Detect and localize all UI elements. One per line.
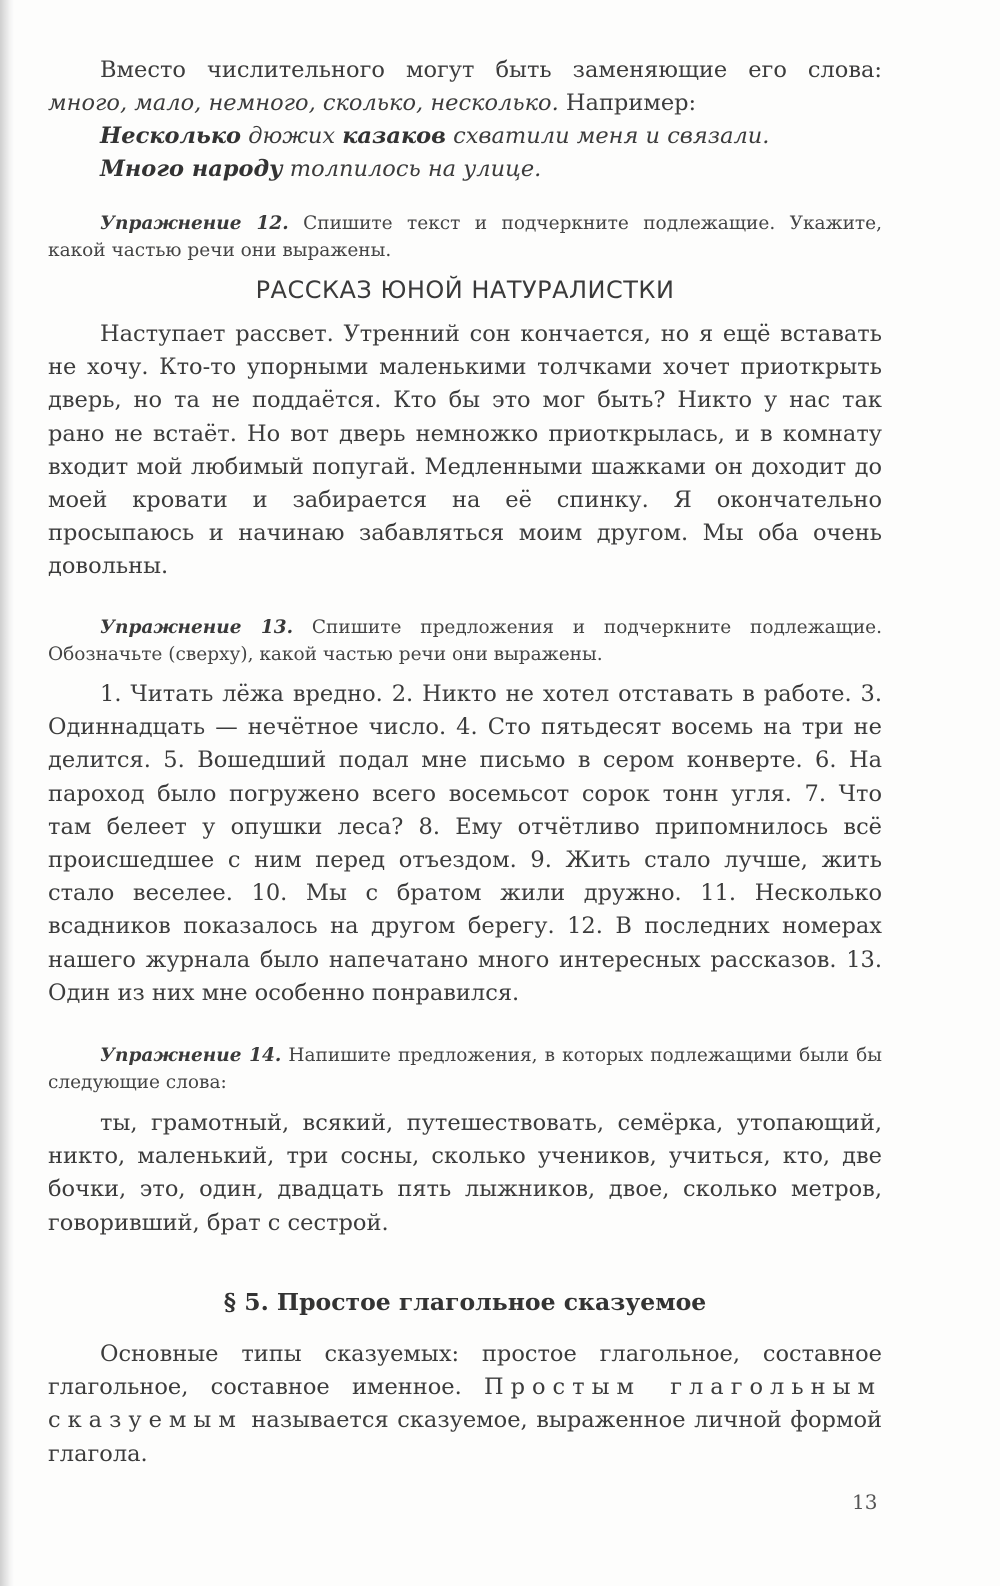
example-2-text: толпилось на улице.	[282, 156, 542, 182]
intro-text: Вместо числительного могут быть заменяющие его слова:	[100, 57, 882, 83]
exercise-14-label: Упражнение 14.	[100, 1045, 282, 1066]
story-paragraph: Наступает рассвет. Утренний сон кончается, но я ещё вставать не хочу. Кто-то упорными маленькими толчками хочет приоткрыть дверь, но та не поддаётся. Кто бы это мог быть? Никто у нас так рано не встаёт. Но вот дверь немножко приоткрылась, и в комнату входит мой любимый попугай. Медленными шажками он доходит до моей кровати и забирается на её спинку. Я окончательно просыпаюсь и начинаю забавляться моим другом. Мы оба очень довольны.	[48, 321, 882, 580]
intro-paragraph	[48, 54, 882, 120]
example-sentence-1	[100, 120, 769, 153]
exercise-14-words: ты, грамотный, всякий, путешествовать, семёрка, утопающий, никто, маленький, три сосны, сколько учеников, учиться, кто, две бочки, это, один, двадцать пять лыжников, двое, сколько метров, говоривший, брат с сестрой.	[48, 1110, 882, 1236]
exercise-13-instruction	[48, 614, 882, 668]
page-number: 13	[852, 1490, 878, 1514]
exercise-13-sentences: 1. Читать лёжа вредно. 2. Никто не хотел отставать в работе. 3. Одиннадцать — нечётное число. 4. Сто пятьдесят восемь на три не делится. 5. Вошедший подал мне письмо в сером конверте. 6. На пароход было погружено всего восемьсот сорок тонн угля. 7. Что там белеет у опушки леса? 8. Ему отчётливо припомнилось всё происшедшее с ним перед отъездом. 9. Жить стало лучше, жить стало веселее. 10. Мы с братом жили дружно. 11. Несколько всадников показалось на другом берегу. 12. В последних номерах нашего журнала было напечатано много интересных рассказов. 13. Один из них мне особенно понравился.	[48, 681, 882, 1006]
exercise-14-instruction	[48, 1042, 882, 1096]
intro-words: много, мало, немного, сколько, несколько.	[48, 90, 559, 117]
intro-example-word: Например:	[558, 90, 697, 117]
page-binding-shadow	[0, 0, 14, 1586]
example-1-subject-noun: казаков	[342, 123, 446, 149]
section-paragraph-end: называется сказуемое, выраженное личной формой глагола.	[48, 1407, 882, 1467]
exercise-12-text: Спишите текст и подчеркните подлежащие. Укажите, какой частью речи они выражены.	[48, 213, 882, 261]
example-1-subject: Несколько	[100, 123, 242, 149]
story-title: РАССКАЗ ЮНОЙ НАТУРАЛИСТКИ	[255, 276, 675, 304]
example-1-text-b: схватили меня и связали.	[445, 123, 770, 149]
section-title: § 5. Простое глагольное сказуемое	[223, 1288, 707, 1316]
exercise-13-label: Упражнение 13.	[100, 617, 294, 638]
example-sentence-2	[100, 153, 541, 186]
section-term-spaced: Простым глагольным сказуемым	[48, 1374, 883, 1434]
exercise-13-text: Спишите предложения и подчеркните подлежащие. Обозначьте (сверху), какой частью речи они выражены.	[48, 617, 882, 665]
exercise-12-label: Упражнение 12.	[100, 213, 289, 234]
section-paragraph	[48, 1338, 882, 1471]
example-1-text-a: дюжих	[241, 123, 343, 149]
section-paragraph-start: Основные типы сказуемых: простое глагольное, составное глагольное, составное именное.	[48, 1341, 882, 1401]
exercise-12-instruction	[48, 210, 882, 264]
exercise-14-text: Напишите предложения, в которых подлежащими были бы следующие слова:	[48, 1045, 882, 1093]
example-2-subject: Много народу	[100, 156, 283, 182]
